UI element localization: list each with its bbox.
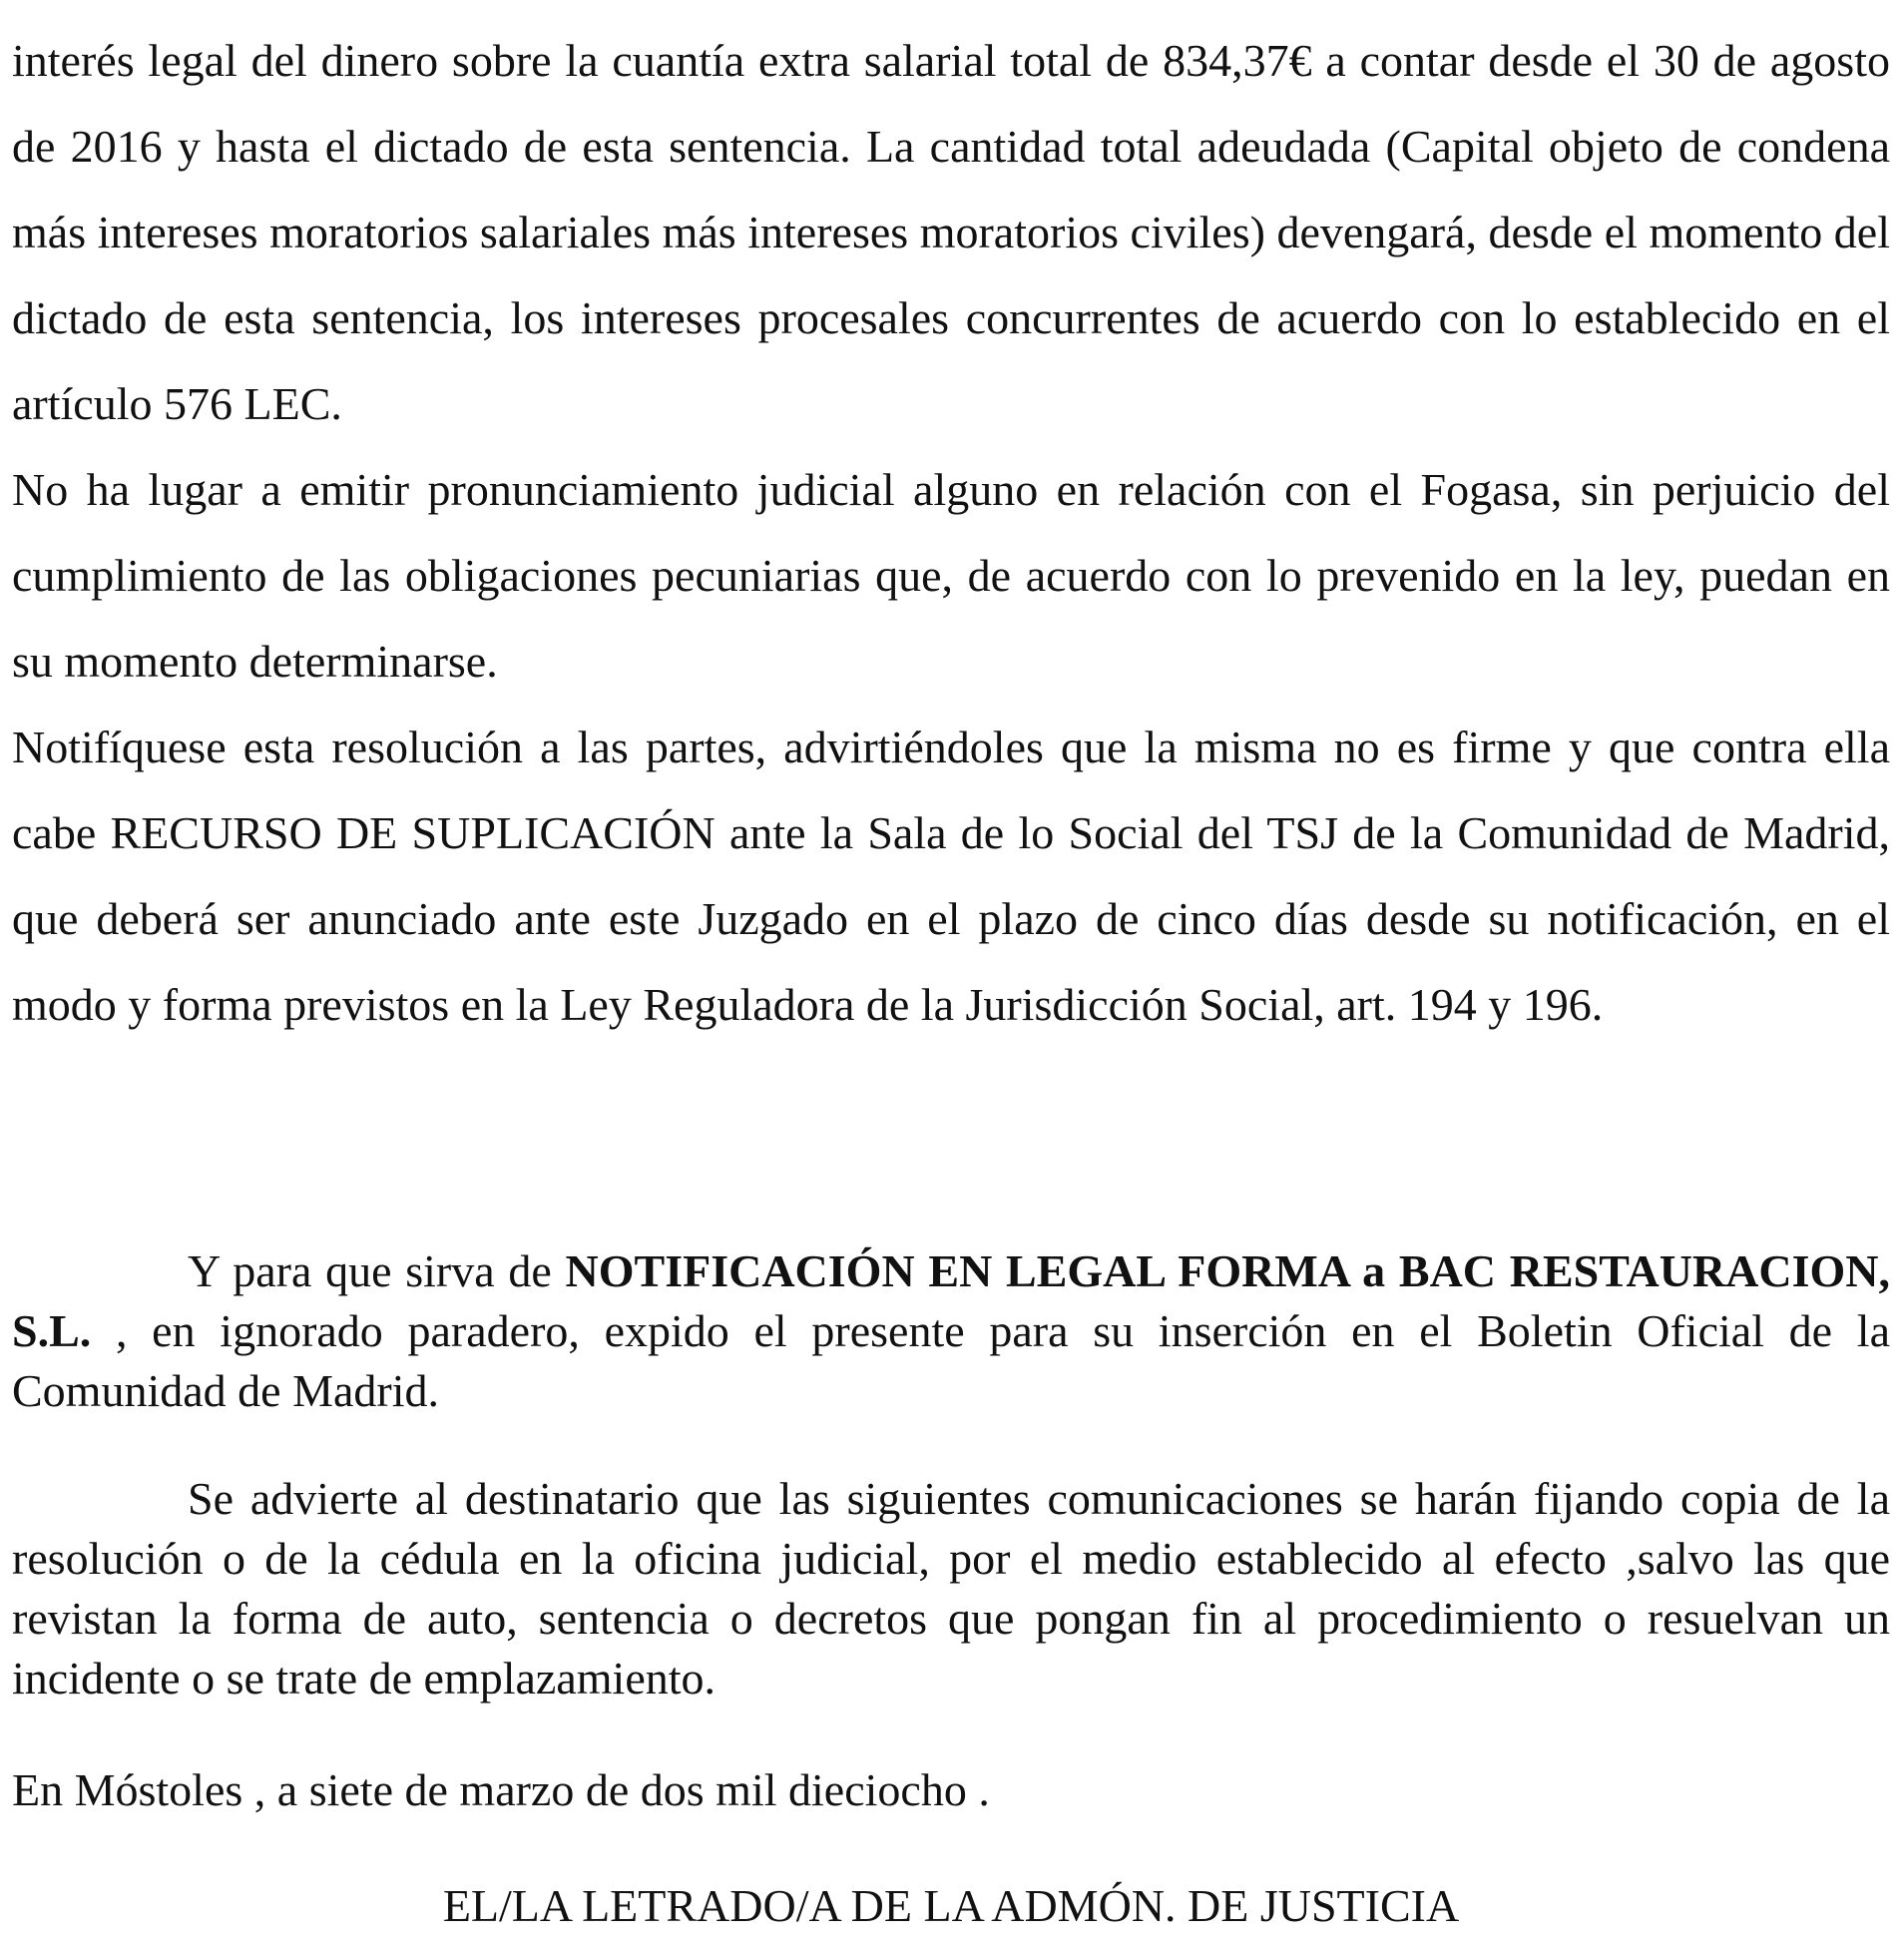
appeal-notice-paragraph: Notifíquese esta resolución a las partes, advirtiéndoles que la misma no es firme y que contra ella cabe RECURSO DE SUPLICACIÓN ante la Sala de lo Social del TSJ de la Comunidad de Madrid, que deberá ser anunciado ante este Juzgado en el plazo de cinco días desde su notificación, en el modo y forma previstos en la Ley Reguladora de la Jurisdicción Social, art. 194 y 196. [12,722,1890,1030]
place-date-line: En Móstoles , a siete de marzo de dos mil dieciocho . [12,1764,990,1815]
fogasa-paragraph: No ha lugar a emitir pronunciamiento judicial alguno en relación con el Fogasa, sin perjuicio del cumplimiento de las obligaciones pecuniarias que, de acuerdo con lo prevenido en la ley, puedan en su momento determinarse. [12,464,1890,687]
resolution-text [12,18,1890,1048]
warning-paragraph: Se advierte al destinatario que las siguientes comunicaciones se harán fijando copia de la resolución o de la cédula en la oficina judicial, por el medio establecido al efecto ,salvo las que revistan la forma de auto, sentencia o decretos que pongan fin al procedimiento o resuelvan un incidente o se trate de emplazamiento. [12,1473,1890,1704]
notification-heading: NOTIFICACIÓN EN LEGAL FORMA a BAC RESTAURACION, S.L. [12,1245,1890,1356]
notification-rest: , en ignorado paradero, expido el presente para su inserción en el Boletin Oficial de la Comunidad de Madrid. [12,1305,1890,1416]
notification-paragraph [12,1241,1890,1421]
signature-line: EL/LA LETRADO/A DE LA ADMÓN. DE JUSTICIA [442,1880,1460,1931]
notification-section [12,1241,1890,1820]
notification-intro: Y para que sirva de [188,1245,566,1296]
interest-paragraph: interés legal del dinero sobre la cuantía extra salarial total de 834,37€ a contar desde el 30 de agosto de 2016 y hasta el dictado de esta sentencia. La cantidad total adeudada (Capital objeto de condena más intereses moratorios salariales más intereses moratorios civiles) devengará, desde el momento del dictado de esta sentencia, los intereses procesales concurrentes de acuerdo con lo establecido en el artículo 576 LEC. [12,35,1890,429]
